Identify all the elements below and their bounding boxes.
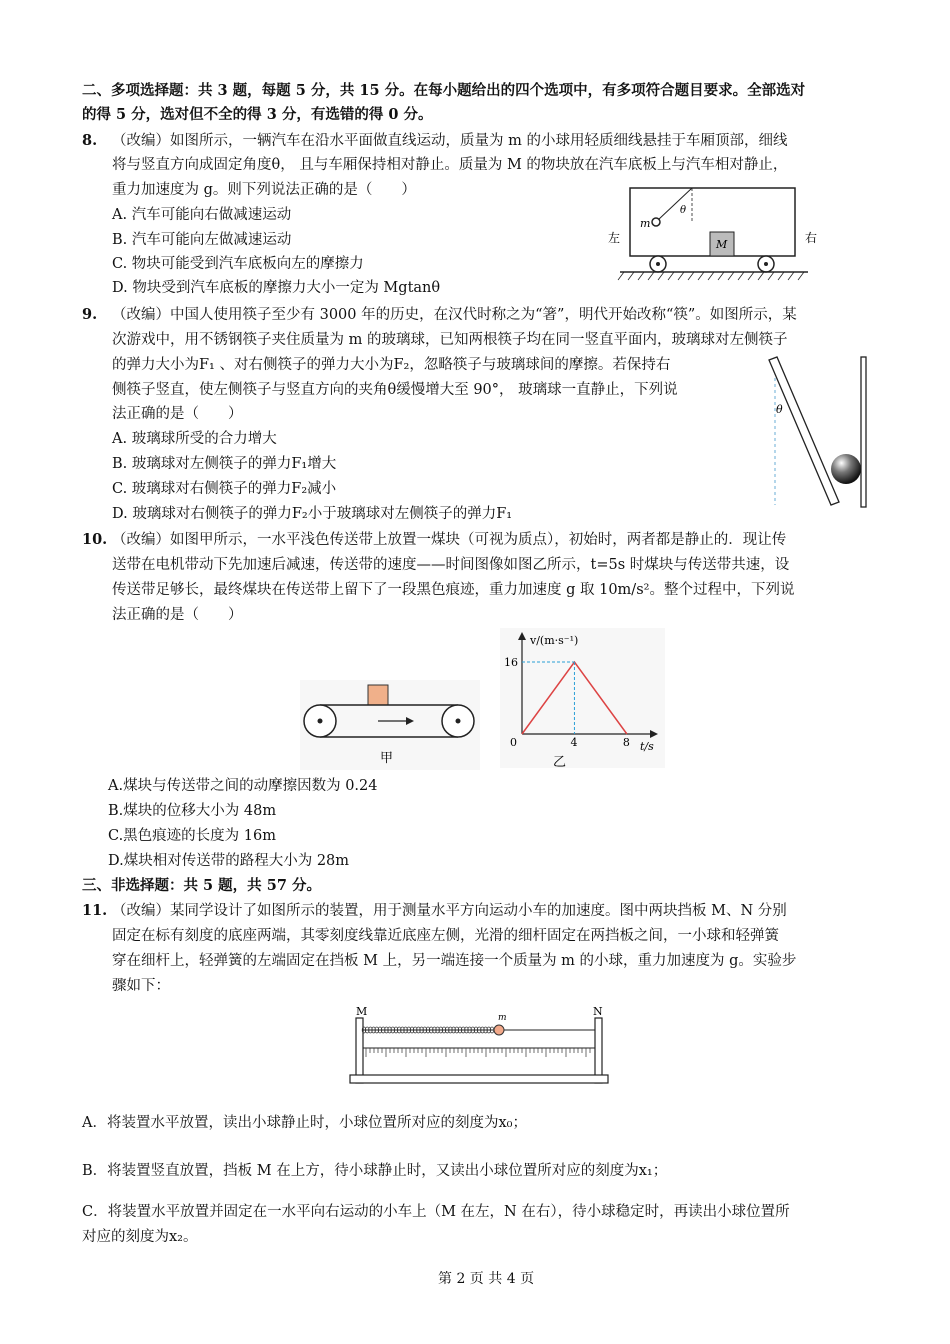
question-text: （改编）如图所示，一辆汽车在沿水平面做直线运动，质量为 m 的小球用轻质细线悬挂于车厢顶部，细线 [112, 133, 788, 149]
option-c: C. 物块可能受到汽车底板向左的摩擦力 [112, 256, 364, 272]
option-d: D.煤块相对传送带的路程大小为 28m [108, 853, 350, 869]
page-number: 第 2 页 共 4 页 [438, 1271, 535, 1287]
conveyor-figure [300, 680, 480, 770]
option-a: A.煤块与传送带之间的动摩擦因数为 0.24 [108, 778, 378, 794]
question-text: 送带在电机带动下先加速后减速，传送带的速度——时间图像如图乙所示，t=5s 时煤块与传送带共速，设 [112, 557, 790, 573]
question-text: 将与竖直方向成固定角度θ， 且与车厢保持相对静止。质量为 M 的物块放在汽车底板上与汽车相对静止， [112, 157, 788, 173]
left-label: 左 [608, 231, 621, 245]
figure-label-yi: 乙 [553, 755, 567, 768]
question-text: 法正确的是（ ） [112, 607, 243, 623]
chopsticks-figure [765, 355, 875, 515]
plate-M [356, 1018, 363, 1083]
mass-label-m: m [498, 1013, 507, 1023]
x-tick-label: 4 [570, 736, 578, 749]
string-line [658, 188, 692, 220]
option-b: B.煤块的位移大小为 48m [108, 803, 277, 819]
figure-label-jia: 甲 [380, 751, 394, 766]
ball [652, 218, 660, 226]
right-chopstick [861, 357, 866, 507]
question-text: 的弹力大小为F₁ 、对右侧筷子的弹力大小为F₂，忽略筷子与玻璃球间的摩擦。若保持右 [112, 357, 671, 373]
section-heading-cont: 的得 5 分，选对但不全的得 3 分，有选错的得 0 分。 [82, 106, 433, 123]
option-d: D. 玻璃球对右侧筷子的弹力F₂小于玻璃球对左侧筷子的弹力F₁ [112, 506, 513, 522]
step-b: B．将装置竖直放置，挡板 M 在上方，待小球静止时，又读出小球位置所对应的刻度为x₁； [82, 1163, 668, 1179]
question-text: 重力加速度为 g。则下列说法正确的是（ ） [112, 182, 416, 198]
section-heading: 三、非选择题：共 5 题，共 57 分。 [82, 877, 321, 894]
y-axis-label: v/(m·s⁻¹) [530, 634, 579, 647]
question-number: 10. [82, 531, 108, 548]
question-text: 穿在细杆上，轻弹簧的左端固定在挡板 M 上，另一端连接一个质量为 m 的小球，重力加速度为 g。实验步 [112, 953, 797, 969]
step-c-cont: 对应的刻度为x₂。 [82, 1229, 198, 1245]
coal-block [368, 685, 388, 705]
x-tick-label: 0 [510, 736, 517, 749]
option-a: A. 玻璃球所受的合力增大 [112, 431, 277, 447]
spring-apparatus-figure [348, 1003, 610, 1087]
question-text: 侧筷子竖直，使左侧筷子与竖直方向的夹角θ缓慢增大至 90°， 玻璃球一直静止，下列说 [112, 382, 678, 398]
plate-N [595, 1018, 602, 1083]
left-chopstick [769, 357, 839, 505]
question-text: （改编）某同学设计了如图所示的装置，用于测量水平方向运动小车的加速度。图中两块挡板 M、N 分别 [112, 903, 787, 919]
option-d: D. 物块受到汽车底板的摩擦力大小一定为 Mgtanθ [112, 280, 441, 296]
question-text: （改编）如图甲所示，一水平浅色传送带上放置一煤块（可视为质点），初始时，两者都是静止的．现让传 [112, 532, 787, 548]
glass-ball [831, 454, 861, 484]
plate-label-M: M [356, 1005, 368, 1018]
question-number: 11. [82, 902, 108, 919]
vt-chart [500, 628, 665, 768]
option-c: C. 玻璃球对右侧筷子的弹力F₂减小 [112, 481, 337, 497]
question-text: 骤如下： [112, 978, 170, 994]
option-a: A. 汽车可能向右做减速运动 [112, 207, 292, 223]
theta-label: θ [680, 205, 687, 216]
theta-label: θ [776, 403, 783, 416]
plate-label-N: N [593, 1005, 603, 1018]
question-text: 固定在标有刻度的底座两端，其零刻度线靠近底座左侧，光滑的细杆固定在两挡板之间，一小球和轻弹簧 [112, 928, 779, 944]
car-figure [600, 180, 825, 285]
step-a: A．将装置水平放置，读出小球静止时，小球位置所对应的刻度为x₀； [82, 1115, 527, 1131]
question-text: 次游戏中，用不锈钢筷子夹住质量为 m 的玻璃球，已知两根筷子均在同一竖直平面内，玻璃球对左侧筷子 [112, 332, 788, 348]
question-text: 传送带足够长，最终煤块在传送带上留下了一段黑色痕迹，重力加速度 g 取 10m/s²。整个过程中，下列说 [112, 582, 795, 598]
y-tick-label: 16 [504, 656, 518, 669]
mass-label-M: M [716, 238, 728, 251]
x-tick-label: 8 [622, 736, 630, 749]
scale-ticks [366, 1048, 590, 1057]
option-c: C.黑色痕迹的长度为 16m [108, 828, 276, 844]
option-b: B. 汽车可能向左做减速运动 [112, 232, 292, 248]
step-c: C．将装置水平放置并固定在一水平向右运动的小车上（M 在左，N 在右），待小球稳定时，再读出小球位置所 [82, 1204, 790, 1220]
question-number: 9. [82, 306, 98, 323]
mass-label-m: m [640, 217, 651, 230]
question-text: （改编）中国人使用筷子至少有 3000 年的历史，在汉代时称之为“箸”，明代开始改称“筷”。如图所示，某 [112, 307, 797, 323]
small-ball [494, 1025, 504, 1035]
question-number: 8. [82, 132, 98, 149]
right-label: 右 [805, 231, 818, 245]
ground-hatch [618, 272, 804, 280]
option-b: B. 玻璃球对左侧筷子的弹力F₁增大 [112, 456, 337, 472]
section-heading: 二、多项选择题：共 3 题，每题 5 分，共 15 分。在每小题给出的四个选项中，有多项符合题目要求。全部选对 [82, 82, 806, 99]
x-axis-label: t/s [640, 740, 654, 753]
base-board [350, 1075, 608, 1083]
question-text: 法正确的是（ ） [112, 406, 243, 422]
